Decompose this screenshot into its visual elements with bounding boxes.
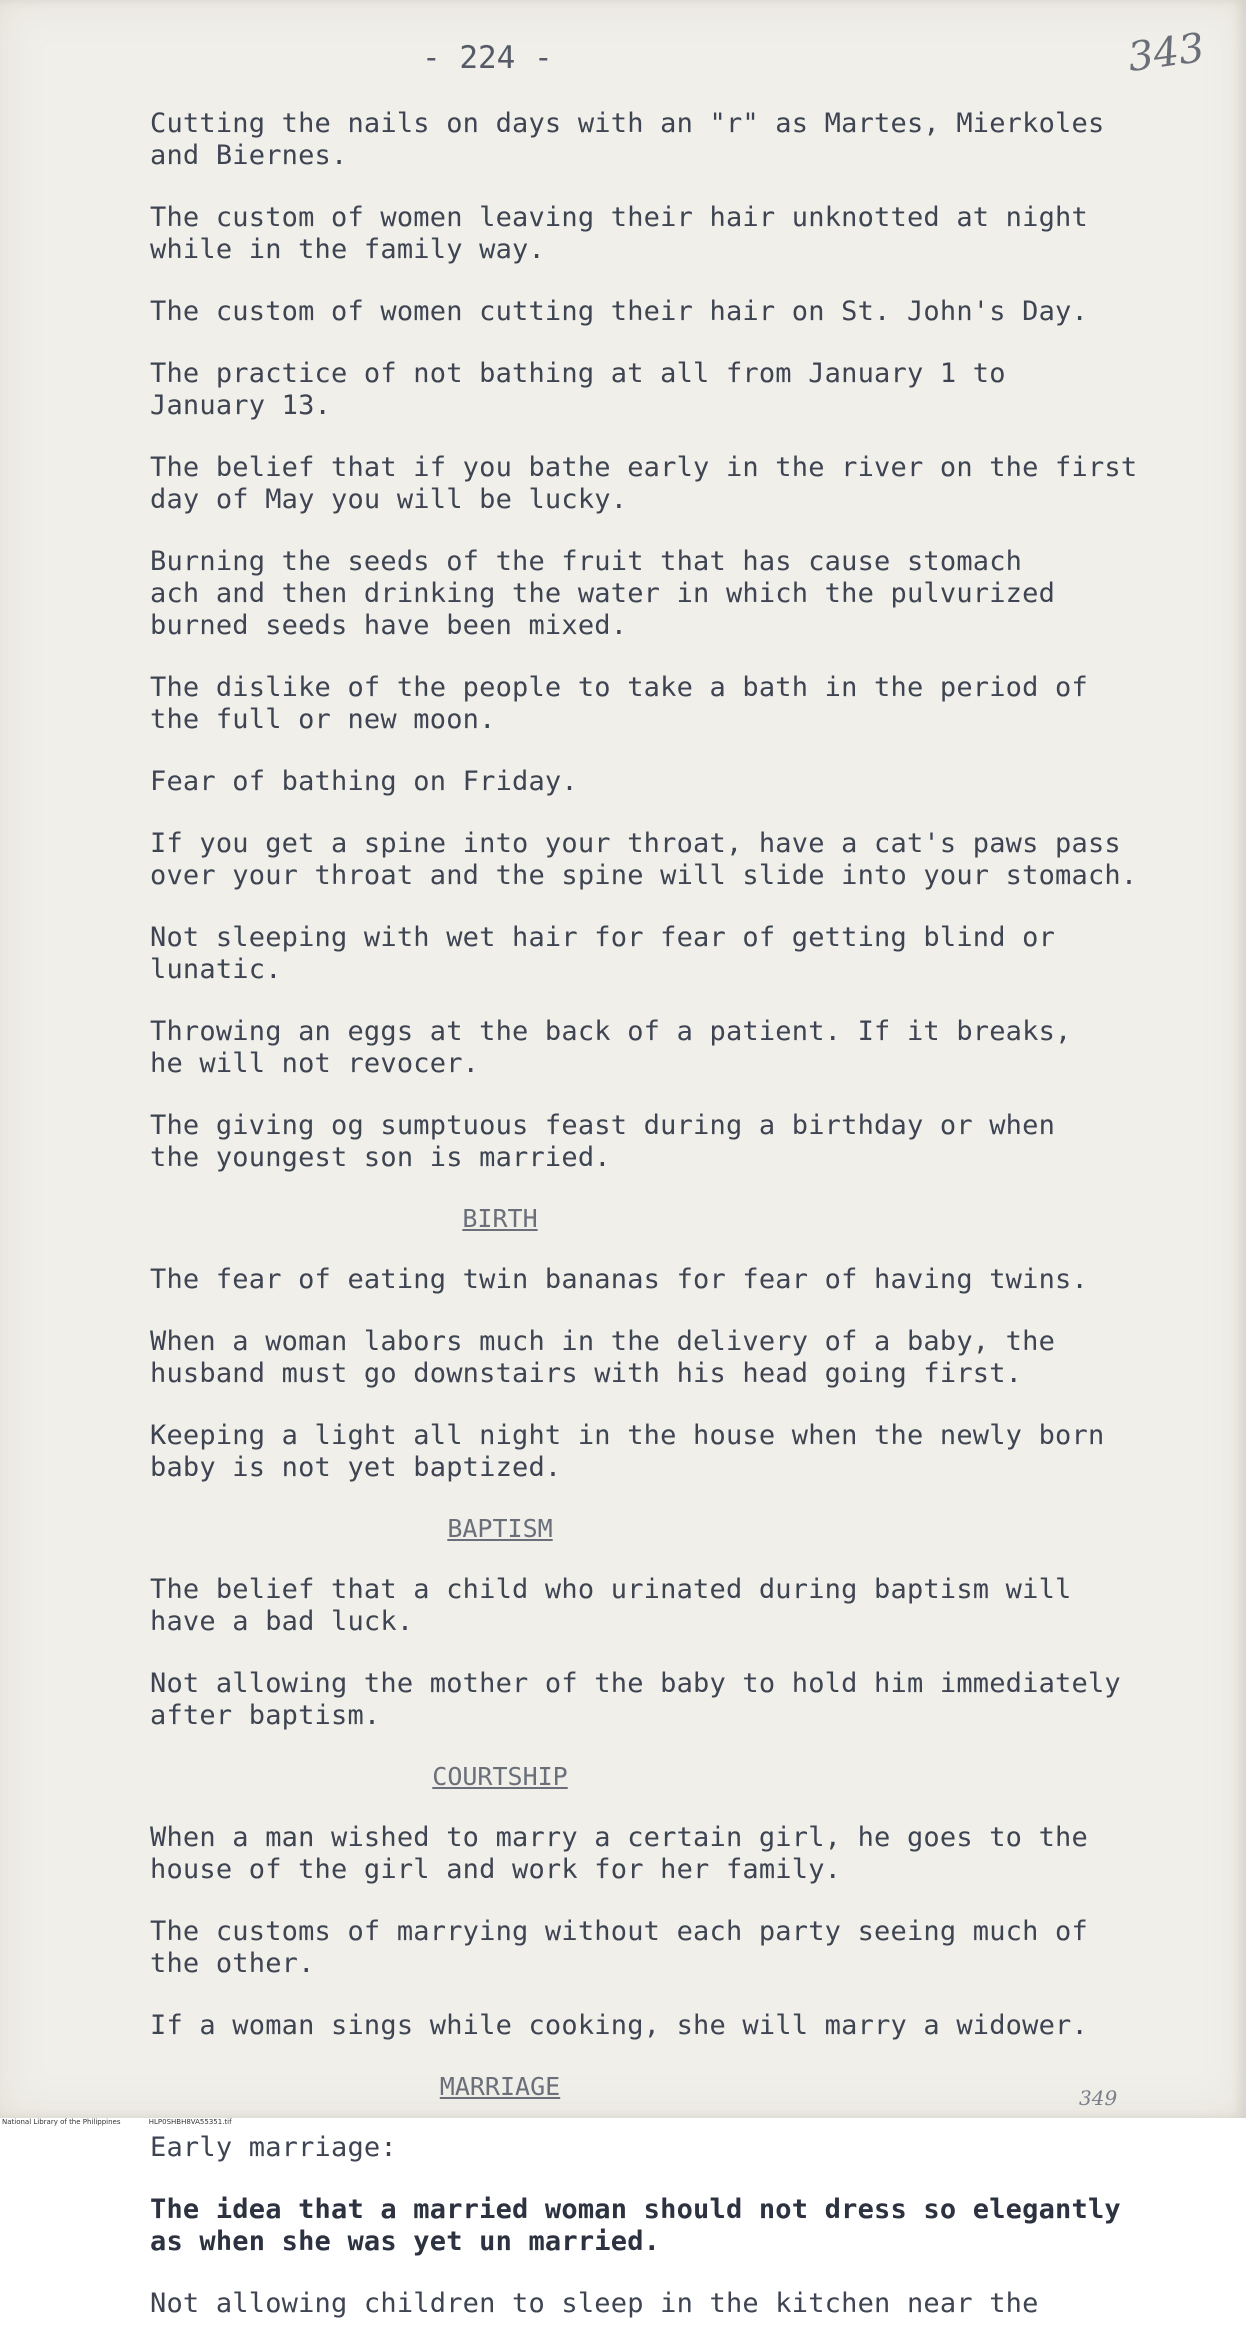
paragraph: The custom of women cutting their hair on St. John's Day. [150,296,1088,327]
paragraph: The customs of marrying without each party seeing much of the other. [150,1916,1088,1979]
paragraph: The giving og sumptuous feast during a birthday or when the youngest son is married. [150,1110,1056,1173]
paragraph: Throwing an eggs at the back of a patient. If it breaks, he will not revocer. [150,1016,1072,1079]
paragraph: Keeping a light all night in the house when the newly born baby is not yet baptized. [150,1420,1105,1483]
section-heading-birth: BIRTH [462,1204,538,1233]
paragraph: Not sleeping with wet hair for fear of getting blind or lunatic. [150,922,1056,985]
paragraph: When a man wished to marry a certain girl, he goes to the house of the girl and work for her family. [150,1822,1088,1885]
paragraph: The custom of women leaving their hair unknotted at night while in the family way. [150,202,1088,265]
paragraph: Early marriage: [150,2132,397,2163]
handwritten-folio-number: 343 [1125,24,1208,82]
section-heading-marriage: MARRIAGE [439,2072,561,2101]
paragraph: Cutting the nails on days with an "r" as Martes, Mierkoles and Biernes. [150,108,1105,171]
footer-institution: National Library of the Philippines [2,2118,121,2126]
section-heading-baptism: BAPTISM [447,1514,553,1543]
paragraph: Not allowing the mother of the baby to hold him immediately after baptism. [150,1668,1121,1731]
paragraph: The belief that a child who urinated during baptism will have a bad luck. [150,1574,1072,1637]
document-body [150,108,1170,2350]
paragraph: If a woman sings while cooking, she will marry a widower. [150,2010,1088,2041]
paragraph: Burning the seeds of the fruit that has cause stomach ach and then drinking the water in which the pulvurized burned seeds have been mixed. [150,546,1056,641]
paragraph: The dislike of the people to take a bath in the period of the full or new moon. [150,672,1088,735]
paragraph: The belief that if you bathe early in the river on the first day of May you will be lucky. [150,452,1138,515]
paragraph: When a woman labors much in the delivery of a baby, the husband must go downstairs with his head going first. [150,1326,1056,1389]
section-heading-courtship: COURTSHIP [432,1762,568,1791]
paragraph: The practice of not bathing at all from January 1 to January 13. [150,358,1006,421]
paragraph: If you get a spine into your throat, have a cat's paws pass over your throat and the spine will slide into your stomach. [150,828,1138,891]
paragraph: Not allowing children to sleep in the kitchen near the [150,2288,1039,2319]
scan-footer [0,2118,1250,2127]
paragraph: The fear of eating twin bananas for fear of having twins. [150,1264,1088,1295]
paragraph: Fear of bathing on Friday. [150,766,578,797]
handwritten-bottom-number: 349 [1079,2086,1118,2110]
footer-file-code: HLP0SHBH8VA55351.tif [148,2118,232,2126]
paragraph: The idea that a married woman should not dress so elegantly as when she was yet un married. [150,2194,1121,2257]
page-number: - 224 - [422,40,553,76]
